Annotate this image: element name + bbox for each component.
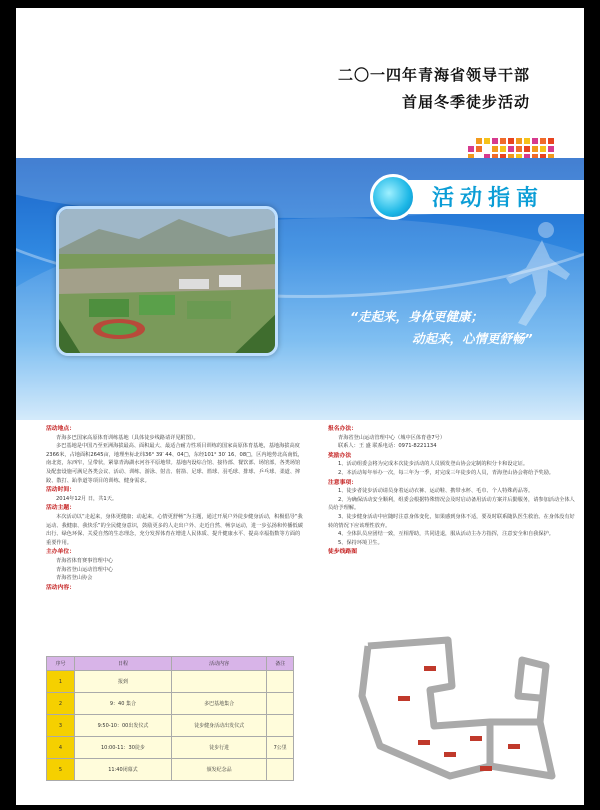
decor-dot — [548, 138, 554, 144]
row-content: 徒步健身活动出发仪式 — [171, 715, 267, 737]
decor-dot — [484, 138, 490, 144]
decor-dot — [476, 138, 482, 144]
theme-paragraph: 本次活动以“走起来，身体更健康；动起来，心情更舒畅”为主题，通过开展户外徒步健身活动，积极倡导“我运动、我健康、我快乐”的全民健身意识，鼓励更多的人走出户外、走近自然、畅享运动，进一步弘扬和传播低碳出行、绿色环保、关爱自然的生态理念，充分发挥体育在增进人民体质、提升健康水平、提高幸福指数等方面的重要作用。 — [46, 513, 303, 546]
guide-title: 活动指南 — [432, 186, 545, 211]
row-number: 3 — [47, 715, 75, 737]
reward-heading: 奖励办法 — [328, 452, 352, 459]
decor-dot — [548, 146, 554, 152]
row-time: 11:40闭幕式 — [75, 759, 172, 781]
note-item: 2、为确保活动安全顺利，组委会根据特殊情况会及时启动备用活动方案并后勤服务，请参加活动全体人员给予理解。 — [328, 496, 575, 512]
main-title: 二〇一四年青海省领导干部 — [337, 66, 530, 84]
theme-heading: 活动主题： — [46, 505, 75, 512]
note-item: 4、全体队员应团结一致，互相帮助，共同进退，服从活动主办方指挥，注意安全和自我保护。 — [338, 531, 554, 538]
decor-dot — [500, 146, 506, 152]
base-aerial-photo — [56, 206, 278, 356]
row-note: 7公里 — [267, 737, 294, 759]
slogan-line-1: “走起来，身体更健康； — [350, 309, 484, 324]
table-header-cell: 序号 — [47, 657, 75, 671]
row-time: 报到 — [75, 671, 172, 693]
decor-dot — [508, 146, 514, 152]
row-number: 4 — [47, 737, 75, 759]
table-row — [47, 759, 294, 781]
row-note — [267, 671, 294, 693]
table-header-row — [47, 657, 294, 671]
right-column — [328, 424, 578, 557]
row-time: 9：40 集合 — [75, 693, 172, 715]
poster-page — [16, 8, 584, 805]
row-number: 5 — [47, 759, 75, 781]
table-header-cell: 日程 — [75, 657, 172, 671]
flow-heading: 活动内容： — [46, 584, 75, 591]
row-content: 徒步行进 — [171, 737, 267, 759]
row-number: 2 — [47, 693, 75, 715]
reward-item: 2、本活动每年举办一次，每三年为一季，对完成三年徒步的人员，青海登山协会将给予奖励。 — [338, 469, 554, 476]
title-block — [338, 64, 530, 112]
decor-dot — [492, 146, 498, 152]
row-time: 9:50-10：00出发仪式 — [75, 715, 172, 737]
decor-dot — [540, 138, 546, 144]
left-column — [46, 424, 304, 592]
organizer-item: 青海省登山协会 — [56, 575, 93, 582]
contact-heading: 报名办法： — [328, 426, 357, 432]
row-content: 颁发纪念品 — [171, 759, 267, 781]
contact-org: 青海省登山运动管理中心（城中区体育巷7号） — [338, 434, 446, 441]
note-item: 1、徒步者徒步活动请员身着运动衣裤、运动鞋、携带水杯、毛巾、个人特殊药品等。 — [338, 488, 534, 495]
sub-title: 首届冬季徒步活动 — [401, 93, 530, 111]
note-item: 3、徒步健身活动中应随时注意身体变化，如果感到身体不适，要及时联系随队医生救治。在身体没有好转的情况下应该理性放弃。 — [328, 513, 575, 529]
organizer-heading: 主办单位： — [46, 549, 75, 556]
map-heading: 徒步线路图 — [328, 549, 357, 556]
decor-dot — [476, 146, 482, 152]
notes-heading: 注意事项： — [328, 479, 357, 486]
table-header-cell: 备注 — [267, 657, 294, 671]
row-number: 1 — [47, 671, 75, 693]
decor-dot — [532, 138, 538, 144]
decor-dot — [524, 146, 530, 152]
table-row — [47, 693, 294, 715]
decor-dot — [508, 138, 514, 144]
table-row — [47, 737, 294, 759]
decor-dot — [540, 146, 546, 152]
decor-dot — [468, 146, 474, 152]
note-item: 5、保持环境卫生。 — [338, 539, 383, 546]
route-map — [340, 626, 572, 796]
decor-dot — [532, 146, 538, 152]
location-line: 青海多巴国家高原体育训练基地（具体徒步线路请详见附图）。 — [56, 434, 199, 441]
organizer-item: 青海省体育赛事管理中心 — [56, 557, 114, 564]
time-value: 2014年12月 日，共1天。 — [56, 495, 118, 502]
decor-dot — [500, 138, 506, 144]
guide-circle-icon — [370, 174, 416, 220]
organizer-item: 青海省登山运动管理中心 — [56, 566, 114, 573]
decor-dot — [516, 138, 522, 144]
decor-dot — [492, 138, 498, 144]
row-time: 10:00-11：30徒步 — [75, 737, 172, 759]
table-row — [47, 671, 294, 693]
decor-dot — [524, 138, 530, 144]
location-paragraph: 多巴基地是中国乃至亚洲海拔最高、面积最大、最适合耐力性项目训练的国家高原体育基地，基地海拔高度2366米，占地面积2645亩，地理坐标北纬36° 39′ 44、04□，东经101° 30′ 16、08□，区内地势北高南低，南北宽，东西窄，呈带状，紧靠青海湖水河谷平原地带。基地内设综合馆、接待部、餐饮部、场馆部，各类场馆及配套设施可满足各类会议、活动、训练、游泳、射击、射箭、足球、篮球、羽毛球、排球、乒乓球、柔道、摔跤、散打、跆拳道等项目的训练、健身需求。 — [46, 443, 303, 484]
slogan — [350, 306, 533, 350]
row-content: 多巴基地集合 — [171, 693, 267, 715]
decor-dot — [516, 146, 522, 152]
reward-item: 1、活动组委会将为完成本次徒步活动的人员颁发登山协会定制的积分卡和设定证。 — [338, 461, 529, 468]
slogan-line-2: 动起来，心情更舒畅” — [412, 331, 533, 346]
table-row — [47, 715, 294, 737]
table-header-cell: 活动内容 — [171, 657, 267, 671]
row-content — [171, 671, 267, 693]
schedule-table — [46, 656, 294, 781]
row-note — [267, 715, 294, 737]
row-note — [267, 759, 294, 781]
time-heading: 活动时间： — [46, 487, 75, 494]
contact-person: 联系人：王 盛 联系电话：0971-8221134 — [338, 443, 437, 450]
row-note — [267, 693, 294, 715]
location-heading: 活动地点： — [46, 426, 75, 432]
